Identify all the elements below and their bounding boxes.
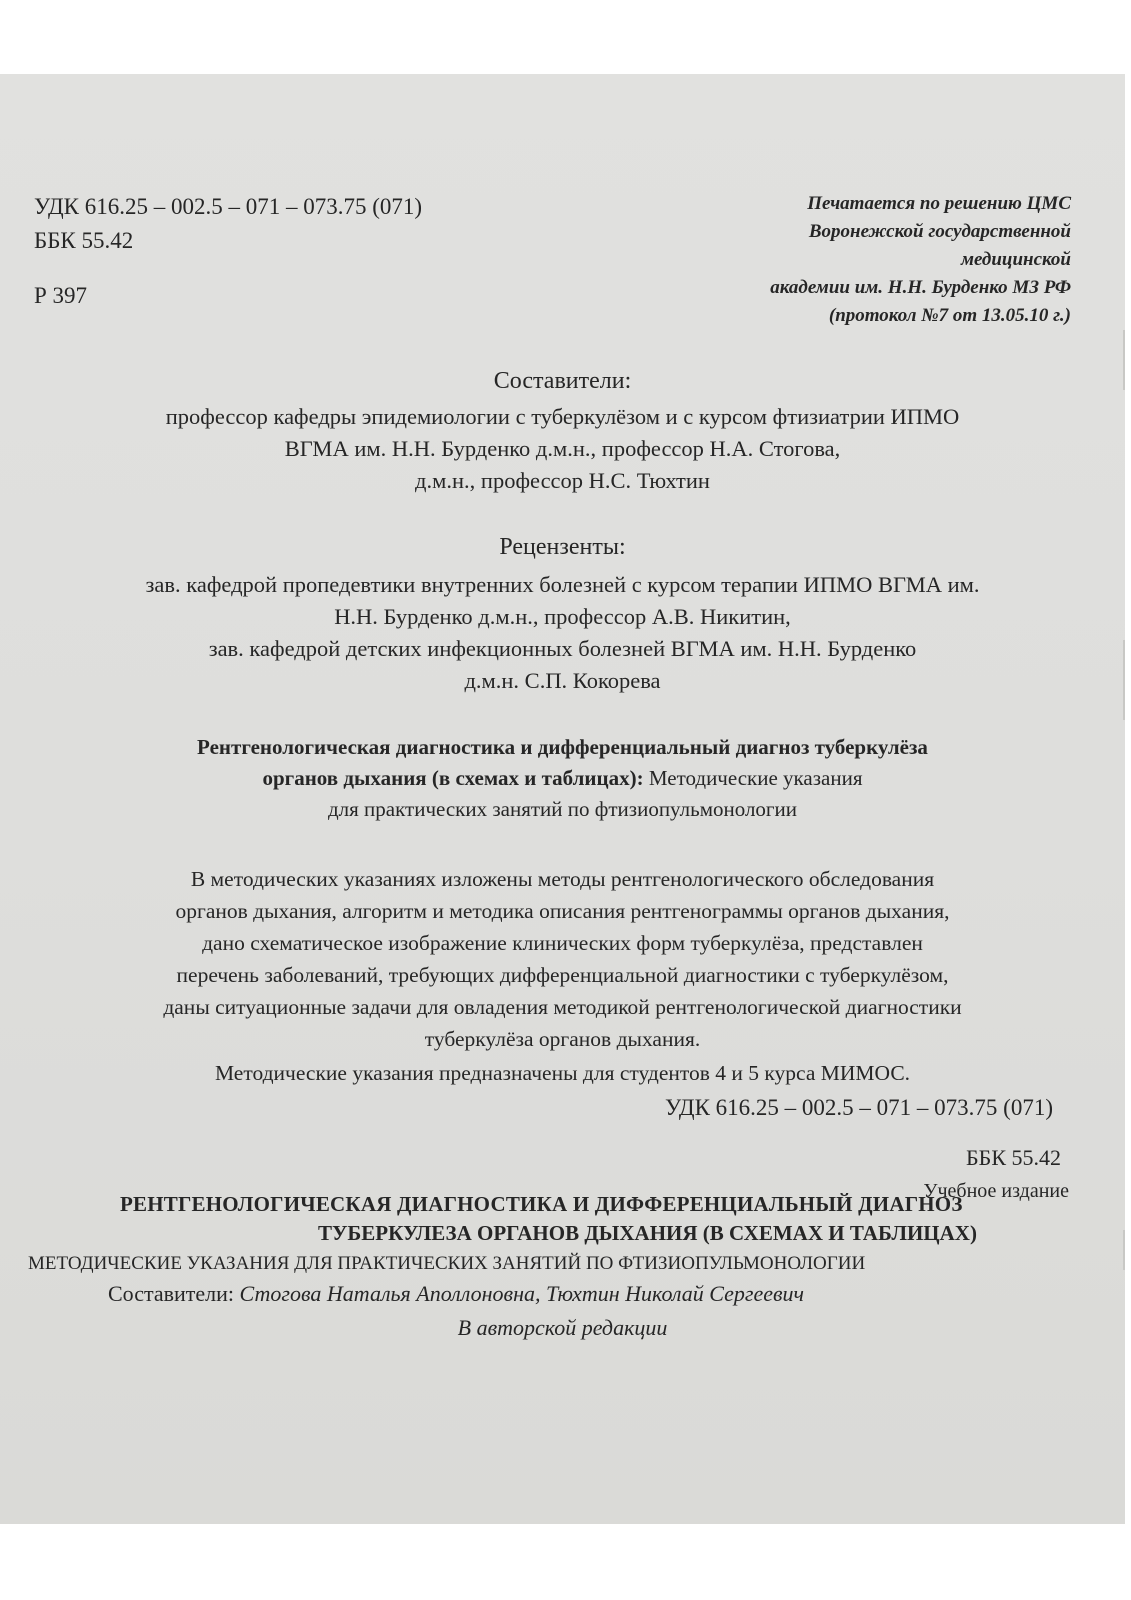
classification-block <box>34 190 422 258</box>
document-title <box>20 732 1105 825</box>
compilers-line: ВГМА им. Н.Н. Бурденко д.м.н., профессор Н.А. Стогова, <box>284 436 841 461</box>
approval-line: (протокол №7 от 13.05.10 г.) <box>828 305 1071 326</box>
annotation-line: дано схематическое изображение клинических форм туберкулёза, представлен <box>202 931 923 955</box>
annotation-line: В методических указаниях изложены методы рентгенологического обследования <box>190 867 935 891</box>
page-edge-mark <box>1123 330 1125 390</box>
approval-line: медицинской <box>960 249 1071 270</box>
bbk-code: ББК 55.42 <box>34 228 134 253</box>
authored-note: В авторской редакции <box>457 1315 668 1340</box>
approval-line: Печатается по решению ЦМС <box>807 193 1071 214</box>
compilers-heading: Составители: <box>493 368 632 394</box>
reviewers-line: зав. кафедрой пропедевтики внутренних болезней с курсом терапии ИПМО ВГМА им. <box>145 572 980 597</box>
compilers-names: Стогова Наталья Аполлоновна, Тюхтин Николай Сергеевич <box>239 1281 805 1306</box>
edition-type: Учебное издание <box>923 1180 1069 1202</box>
reviewers-line: Н.Н. Бурденко д.м.н., профессор А.В. Никитин, <box>334 604 791 629</box>
title-line: органов дыхания (в схемах и таблицах): <box>262 766 644 790</box>
compilers-label: Составители: <box>108 1281 240 1306</box>
author-mark: Р 397 <box>34 283 88 308</box>
annotation-line: Методические указания предназначены для студентов 4 и 5 курса МИМОС. <box>214 1061 911 1085</box>
reviewers-line: зав. кафедрой детских инфекционных болезней ВГМА им. Н.Н. Бурденко <box>208 636 917 661</box>
imprint-title-line: ТУБЕРКУЛЕЗА ОРГАНОВ ДЫХАНИЯ (В СХЕМАХ И ТАБЛИЦАХ) <box>318 1221 977 1245</box>
approval-line: Воронежской государственной <box>808 221 1071 242</box>
reviewers-heading: Рецензенты: <box>499 534 626 560</box>
page-edge-mark <box>1123 1230 1125 1270</box>
udk-code: УДК 616.25 – 002.5 – 071 – 073.75 (071) <box>34 194 423 219</box>
reviewers-line: д.м.н. С.П. Кокорева <box>464 668 661 693</box>
imprint-bbk: ББК 55.42 <box>966 1145 1061 1170</box>
compilers-line: профессор кафедры эпидемиологии с туберкулёзом и с курсом фтизиатрии ИПМО <box>165 404 960 429</box>
imprint-compilers <box>108 1281 804 1307</box>
page-edge-mark <box>1123 640 1125 720</box>
imprint-subtitle: МЕТОДИЧЕСКИЕ УКАЗАНИЯ ДЛЯ ПРАКТИЧЕСКИХ ЗАНЯТИЙ ПО ФТИЗИОПУЛЬМОНОЛОГИИ <box>28 1253 866 1274</box>
annotation-line: туберкулёза органов дыхания. <box>424 1027 701 1051</box>
annotation-line: органов дыхания, алгоритм и методика описания рентгенограммы органов дыхания, <box>175 899 950 923</box>
imprint-udk: УДК 616.25 – 002.5 – 071 – 073.75 (071) <box>664 1095 1053 1120</box>
title-line: для практических занятий по фтизиопульмонологии <box>327 797 798 821</box>
approval-note <box>651 190 1071 330</box>
annotation-line: даны ситуационные задачи для овладения методикой рентгенологической диагностики <box>163 995 962 1019</box>
imprint-title-line: РЕНТГЕНОЛОГИЧЕСКАЯ ДИАГНОСТИКА И ДИФФЕРЕНЦИАЛЬНЫЙ ДИАГНОЗ <box>120 1192 963 1216</box>
annotation-line: перечень заболеваний, требующих дифференциальной диагностики с туберкулёзом, <box>176 963 949 987</box>
compilers-line: д.м.н., профессор Н.С. Тюхтин <box>415 468 710 493</box>
title-subtitle: Методические указания <box>643 766 863 790</box>
approval-line: академии им. Н.Н. Бурденко МЗ РФ <box>770 277 1071 298</box>
title-line: Рентгенологическая диагностика и дифференциальный диагноз туберкулёза <box>197 735 928 759</box>
